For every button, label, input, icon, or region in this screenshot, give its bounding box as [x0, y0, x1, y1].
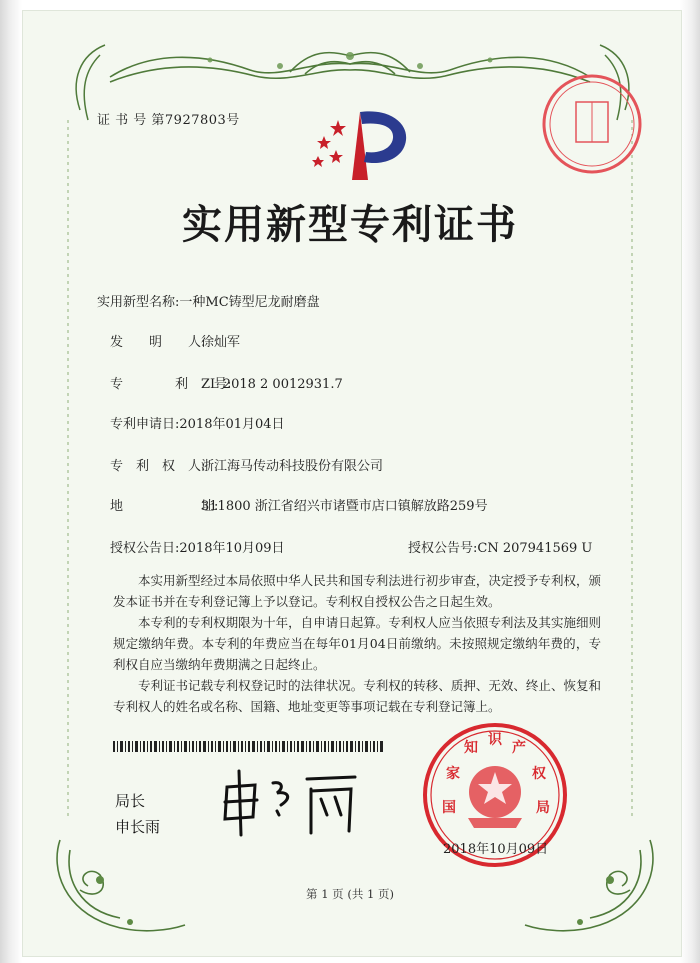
patent-number-field: [110, 373, 343, 392]
seal-date: 2018年10月09日: [443, 842, 549, 857]
filing-date-field: [110, 413, 285, 432]
address-field: [110, 495, 488, 514]
inventor-label: 发 明 人:: [110, 335, 206, 350]
director-name: 申长雨: [115, 818, 161, 836]
bottom-left-ornament: [40, 830, 190, 940]
filing-date-label: 专利申请日:: [110, 417, 180, 432]
grant-number-field: [408, 537, 592, 556]
filing-date-value: 2018年01月04日: [179, 417, 285, 432]
svg-text:知: 知: [464, 740, 478, 756]
svg-text:识: 识: [488, 732, 502, 748]
patent-number-value: ZL 2018 2 0012931.7: [201, 377, 343, 392]
body-paragraph-3: 专利证书记载专利权登记时的法律状况。专利权的转移、质押、无效、终止、恢复和专利权人的姓名或名称、国籍、地址变更等事项记载在专利登记簿上。: [113, 678, 601, 714]
grant-date-field: [110, 537, 285, 556]
svg-text:产: 产: [512, 740, 526, 756]
address-label: 地 址:: [110, 499, 219, 514]
inventor-value: 徐灿军: [201, 335, 241, 350]
svg-text:家: 家: [446, 766, 460, 782]
grant-date-label: 授权公告日:: [110, 541, 180, 556]
body-paragraph-1: 本实用新型经过本局依照中华人民共和国专利法进行初步审查，决定授予专利权，颁发本证书并在专利登记簿上予以登记。专利权自授权公告之日起生效。: [113, 573, 601, 609]
certificate-number: 证 书 号 第7927803号: [97, 113, 240, 128]
grant-date-value: 2018年10月09日: [179, 541, 285, 556]
utility-name-value: 一种MC铸型尼龙耐磨盘: [179, 295, 320, 310]
tax-agency-stamp: [540, 72, 644, 176]
inventor-field: [110, 331, 240, 350]
barcode: [113, 741, 383, 752]
svg-text:局: 局: [536, 800, 550, 816]
patentee-value: 浙江海马传动科技股份有限公司: [201, 459, 384, 474]
page-title: 实用新型专利证书: [182, 201, 518, 248]
svg-text:国: 国: [442, 800, 456, 816]
grant-number-value: CN 207941569 U: [477, 541, 593, 556]
patent-number-label: 专 利 号:: [110, 377, 232, 392]
top-ornament-border: [80, 42, 620, 102]
utility-name-label: 实用新型名称:: [97, 295, 180, 310]
svg-text:权: 权: [532, 766, 546, 782]
patentee-field: [110, 455, 383, 474]
patentee-label: 专 利 权 人:: [110, 459, 206, 474]
director-title: 局长: [115, 792, 146, 810]
page-footer: 第 1 页 (共 1 页): [306, 887, 394, 901]
body-paragraph-2: 本专利的专利权期限为十年，自申请日起算。专利权人应当依照专利法及其实施细则规定缴纳年费。本专利的年费应当在每年01月04日前缴纳。未按照规定缴纳年费的，专利权自应当缴纳年费期满之日起终止。: [113, 615, 601, 672]
grant-number-label: 授权公告号:: [408, 541, 478, 556]
utility-name-field: [97, 291, 320, 310]
director-signature: [215, 765, 365, 840]
address-value: 311800 浙江省绍兴市诸暨市店口镇解放路259号: [201, 499, 488, 514]
patent-office-logo: [308, 100, 418, 190]
